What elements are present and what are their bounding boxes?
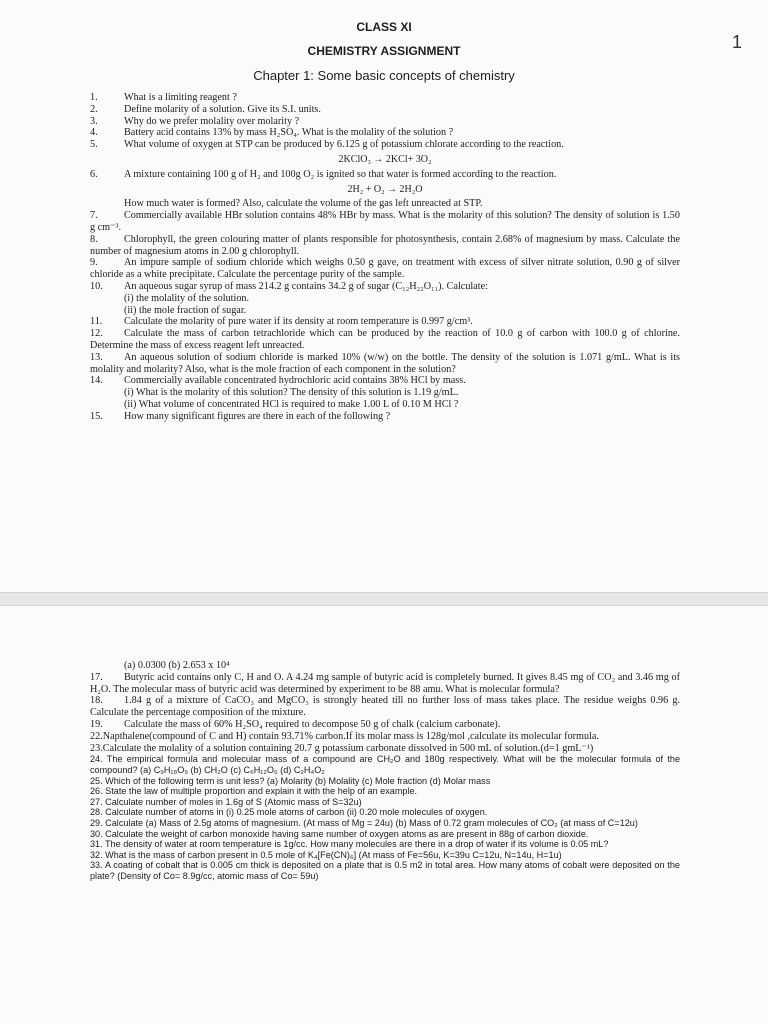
question bbox=[90, 411, 680, 423]
question-text: Define molarity of a solution. Give its S.I. units. bbox=[124, 103, 321, 115]
question-text: Calculate the mass of carbon tetrachloride which can be produced by the reaction of 10.0 g of carbon with 100.0 g of chlorine. Determine the mass of excess reagent left unreacted. bbox=[90, 328, 680, 351]
question-subpart: How much water is formed? Also, calculate the volume of the gas left unreacted at STP. bbox=[124, 198, 483, 210]
question: 25. Which of the following term is unit less? (a) Molarity (b) Molality (c) Mole fraction (d) Molar mass bbox=[90, 775, 491, 786]
question-number: 19. bbox=[90, 718, 103, 730]
question: 23.Calculate the molality of a solution containing 20.7 g potassium carbonate dissolved in 500 mL of solution.(d=1 gmL⁻¹) bbox=[90, 742, 594, 754]
question-number: 3. bbox=[90, 115, 98, 127]
question-number: 10. bbox=[90, 280, 103, 292]
question-number: 13. bbox=[90, 351, 103, 363]
question-text: Calculate the molarity of pure water if its density at room temperature is 0.997 g/cm³. bbox=[124, 316, 473, 328]
question-number: 8. bbox=[90, 233, 98, 245]
question-text: Why do we prefer molality over molarity ? bbox=[124, 115, 300, 127]
question-text: Butyric acid contains only C, H and O. A 4.24 mg sample of butyric acid is completely burned. It gives 8.45 mg of CO₂ and 3.46 mg of H₂O. The molecular mass of butyric acid was determined by experiment to be 88 amu. What is molecular formula? bbox=[90, 671, 680, 695]
question bbox=[90, 210, 680, 234]
question-number: 5. bbox=[90, 139, 98, 151]
question-number: 11. bbox=[90, 316, 103, 328]
question-number: 18. bbox=[90, 695, 103, 707]
question bbox=[90, 257, 680, 281]
question bbox=[90, 375, 680, 387]
question bbox=[90, 139, 680, 151]
question-number: 2. bbox=[90, 103, 98, 115]
question-text: An aqueous solution of sodium chloride is marked 10% (w/w) on the bottle. The density of the solution is 1.071 g/mL. What is its molality and molarity? Also, what is the mole fraction of each component in the solution? bbox=[90, 351, 680, 375]
question-list-page-1 bbox=[90, 92, 680, 423]
question bbox=[90, 127, 680, 139]
question-text: 1.84 g of a mixture of CaCO₃ and MgCO₃ is strongly heated till no further loss of mass takes place. The residue weighs 0.96 g. Calculate the percentage composition of the mixture. bbox=[90, 695, 680, 719]
question: 29. Calculate (a) Mass of 2.5g atoms of magnesium. (At mass of Mg = 24u) (b) Mass of 0.72 gram molecules of CO₂ (at mass of C=12u) bbox=[90, 817, 638, 828]
question-subpart: (i) What is the molarity of this solution? The density of this solution is 1.19 g/mL. bbox=[124, 387, 459, 399]
question: 31. The density of water at room temperature is 1g/cc. How many molecules are there in a drop of water if its volume is 0.05 mL? bbox=[90, 839, 609, 850]
question-text: Chlorophyll, the green colouring matter of plants responsible for photosynthesis, contain 2.68% of magnesium by mass. Calculate the number of magnesium atoms in 2.00 g chlorophyll. bbox=[90, 233, 680, 257]
question: 28. Calculate number of atoms in (i) 0.25 mole atoms of carbon (ii) 0.20 mole molecules of oxygen. bbox=[90, 807, 488, 818]
question bbox=[90, 104, 680, 116]
question-text: Commercially available concentrated hydrochloric acid contains 38% HCl by mass. bbox=[124, 375, 466, 387]
question bbox=[90, 695, 680, 719]
question bbox=[90, 92, 680, 104]
question-number: 17. bbox=[90, 671, 103, 683]
question-number: 1. bbox=[90, 92, 98, 103]
question-subpart: (ii) What volume of concentrated HCl is required to make 1.00 L of 0.10 M HCl ? bbox=[124, 398, 459, 410]
question-number: 7. bbox=[90, 210, 98, 222]
question bbox=[90, 281, 680, 293]
question-text: A mixture containing 100 g of H₂ and 100g O₂ is ignited so that water is formed according to the reaction. bbox=[124, 168, 557, 180]
question-number: 12. bbox=[90, 328, 103, 340]
question bbox=[90, 719, 680, 731]
question-text: An impure sample of sodium chloride which weighs 0.50 g gave, on treatment with excess of silver nitrate solution, 0.90 g of silver chloride as a white precipitate. Calculate the percentage purity of the sample. bbox=[90, 257, 680, 281]
page-divider bbox=[0, 592, 768, 606]
question: 22.Napthalene(compound of C and H) contain 93.71% carbon.If its molar mass is 128g/mol ,calculate its molecular formula. bbox=[90, 730, 599, 742]
question-number: 6. bbox=[90, 168, 98, 180]
question: 24. The empirical formula and molecular mass of a compound are CH₂O and 180g respectively. What will be the molecular formula of the compound? (a) C₉H₁₈O₉ (b) CH₂O (c) C₆H₁₂O₆ (d) C₂H₄O₂ bbox=[90, 754, 680, 775]
question-text: How many significant figures are there in each of the following ? bbox=[124, 410, 391, 422]
question-number: 4. bbox=[90, 127, 98, 139]
equation: 2KClO₃ → 2KCl+ 3O₂ bbox=[338, 153, 432, 165]
chapter-heading: Chapter 1: Some basic concepts of chemistry bbox=[253, 68, 515, 83]
question bbox=[90, 116, 680, 128]
question bbox=[90, 316, 680, 328]
question: 33. A coating of cobalt that is 0.005 cm thick is deposited on a plate that is 0.5 m2 in total area. How many atoms of cobalt were deposited on the plate? (Density of Co= 8.9g/cc, atomic mass of Co= 59u) bbox=[90, 860, 680, 881]
class-heading: CLASS XI bbox=[356, 20, 412, 34]
question bbox=[90, 328, 680, 352]
question bbox=[90, 234, 680, 258]
question-text: Battery acid contains 13% by mass H₂SO₄. What is the molality of the solution ? bbox=[124, 127, 454, 139]
question-subpart: (ii) the mole fraction of sugar. bbox=[124, 304, 247, 316]
question: 27. Calculate number of moles in 1.6g of S (Atomic mass of S=32u) bbox=[90, 796, 362, 807]
question-number: 15. bbox=[90, 410, 103, 422]
equation: 2H₂ + O₂ → 2H₂O bbox=[347, 183, 423, 195]
question-number: 9. bbox=[90, 257, 98, 269]
question: 30. Calculate the weight of carbon monoxide having same number of oxygen atoms as are present in 88g of carbon dioxide. bbox=[90, 828, 589, 839]
question bbox=[90, 672, 680, 696]
assignment-heading: CHEMISTRY ASSIGNMENT bbox=[307, 44, 461, 58]
question-text: Commercially available HBr solution contains 48% HBr by mass. What is the molarity of this solution? The density of solution is 1.50 g cm⁻³. bbox=[90, 210, 680, 233]
question-text: What volume of oxygen at STP can be produced by 6.125 g of potassium chlorate according to the reaction. bbox=[124, 139, 564, 151]
question-text: An aqueous sugar syrup of mass 214.2 g contains 34.2 g of sugar (C₁₂H₂₂O₁₁). Calculate: bbox=[124, 280, 488, 292]
question-text: What is a limiting reagent ? bbox=[124, 92, 237, 103]
question: 32. What is the mass of carbon present in 0.5 mole of K₄[Fe(CN)₆] (At mass of Fe=56u, K=39u C=12u, N=14u, H=1u) bbox=[90, 849, 562, 860]
question-list-page-2 bbox=[90, 660, 680, 882]
question-subpart: (i) the molality of the solution. bbox=[124, 292, 250, 304]
question-number: 14. bbox=[90, 375, 103, 387]
question-subpart: (a) 0.0300 (b) 2.653 x 10⁴ bbox=[124, 660, 230, 671]
question: 26. State the law of multiple proportion and explain it with the help of an example. bbox=[90, 786, 418, 797]
page-number: 1 bbox=[731, 32, 742, 52]
question bbox=[90, 169, 680, 181]
question bbox=[90, 352, 680, 376]
question-text: Calculate the mass of 60% H₂SO₄ required to decompose 50 g of chalk (calcium carbonate). bbox=[124, 718, 501, 730]
